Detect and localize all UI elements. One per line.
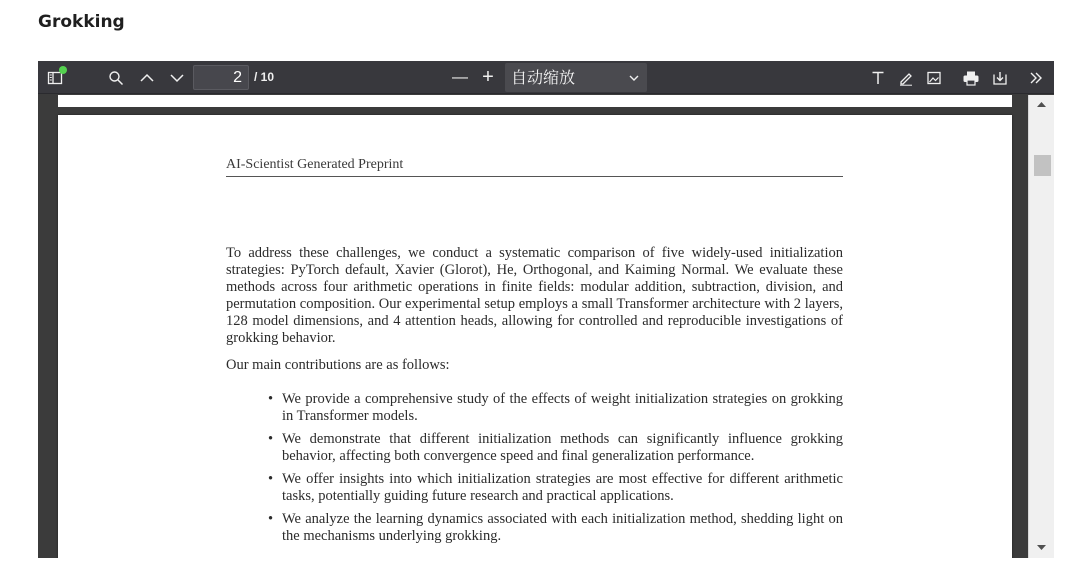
image-icon [926, 70, 942, 86]
text-annotation-icon [870, 70, 886, 86]
list-item: • We analyze the learning dynamics associated with each initialization method, shedding light on the mechanisms underlying grokking. [268, 511, 843, 545]
pdf-page [58, 115, 1012, 558]
page-total-label: / 10 [254, 70, 275, 84]
viewer-toolbar [38, 61, 1054, 94]
chevron-down-icon [169, 70, 185, 86]
page-number-input[interactable]: 2 [193, 65, 249, 90]
header-rule [226, 176, 843, 177]
add-image-button[interactable] [924, 61, 944, 94]
document-area[interactable] [38, 95, 1028, 558]
print-button[interactable] [960, 61, 982, 94]
page-title: Grokking [38, 12, 125, 32]
next-page-button[interactable] [167, 61, 187, 94]
draw-button[interactable] [896, 61, 916, 94]
printer-icon [962, 70, 980, 86]
search-button[interactable] [106, 61, 126, 94]
contributions-list [268, 391, 843, 551]
paragraph-contributions: Our main contributions are as follows: [226, 357, 450, 373]
previous-page-edge [58, 95, 1012, 107]
save-button[interactable] [990, 61, 1010, 94]
search-icon [108, 70, 124, 86]
chevron-down-icon [629, 74, 639, 82]
notification-dot [59, 66, 67, 74]
scroll-up-arrow-icon[interactable] [1037, 101, 1046, 108]
running-head: AI-Scientist Generated Preprint [226, 157, 404, 172]
zoom-in-button[interactable]: + [482, 66, 494, 88]
list-item: • We demonstrate that different initialization methods can significantly influence grokking behavior, affecting both convergence speed and final generalization performance. [268, 431, 843, 465]
zoom-select[interactable] [505, 63, 647, 92]
pdf-viewer [38, 61, 1054, 558]
zoom-out-button[interactable]: — [452, 68, 468, 86]
more-tools-button[interactable] [1026, 61, 1046, 94]
chevron-up-icon [139, 70, 155, 86]
paragraph-intro: To address these challenges, we conduct a systematic comparison of five widely-used initialization strategies: PyTorch default, Xavier (Glorot), He, Orthogonal, and Kaiming Normal. We evaluate these methods across four arithmetic operations in finite fields: modular addition, subtraction, division, and permutation composition. Our experimental setup employs a small Transformer architecture with 2 layers, 128 model dimensions, and 4 attention heads, allowing for controlled and reproducible investigations of grokking behavior. [226, 245, 843, 346]
double-chevron-right-icon [1028, 70, 1044, 86]
list-item: • We provide a comprehensive study of the effects of weight initialization strategies on grokking in Transformer models. [268, 391, 843, 425]
previous-page-button[interactable] [137, 61, 157, 94]
vertical-scrollbar[interactable] [1028, 95, 1054, 558]
download-icon [992, 70, 1008, 86]
scroll-down-arrow-icon[interactable] [1037, 544, 1046, 551]
text-annotation-button[interactable] [868, 61, 888, 94]
pen-icon [898, 70, 914, 86]
scrollbar-thumb[interactable] [1034, 155, 1051, 176]
zoom-select-value: 自动缩放 [511, 68, 576, 87]
list-item: • We offer insights into which initialization strategies are most effective for different arithmetic tasks, potentially guiding future research and practical applications. [268, 471, 843, 505]
